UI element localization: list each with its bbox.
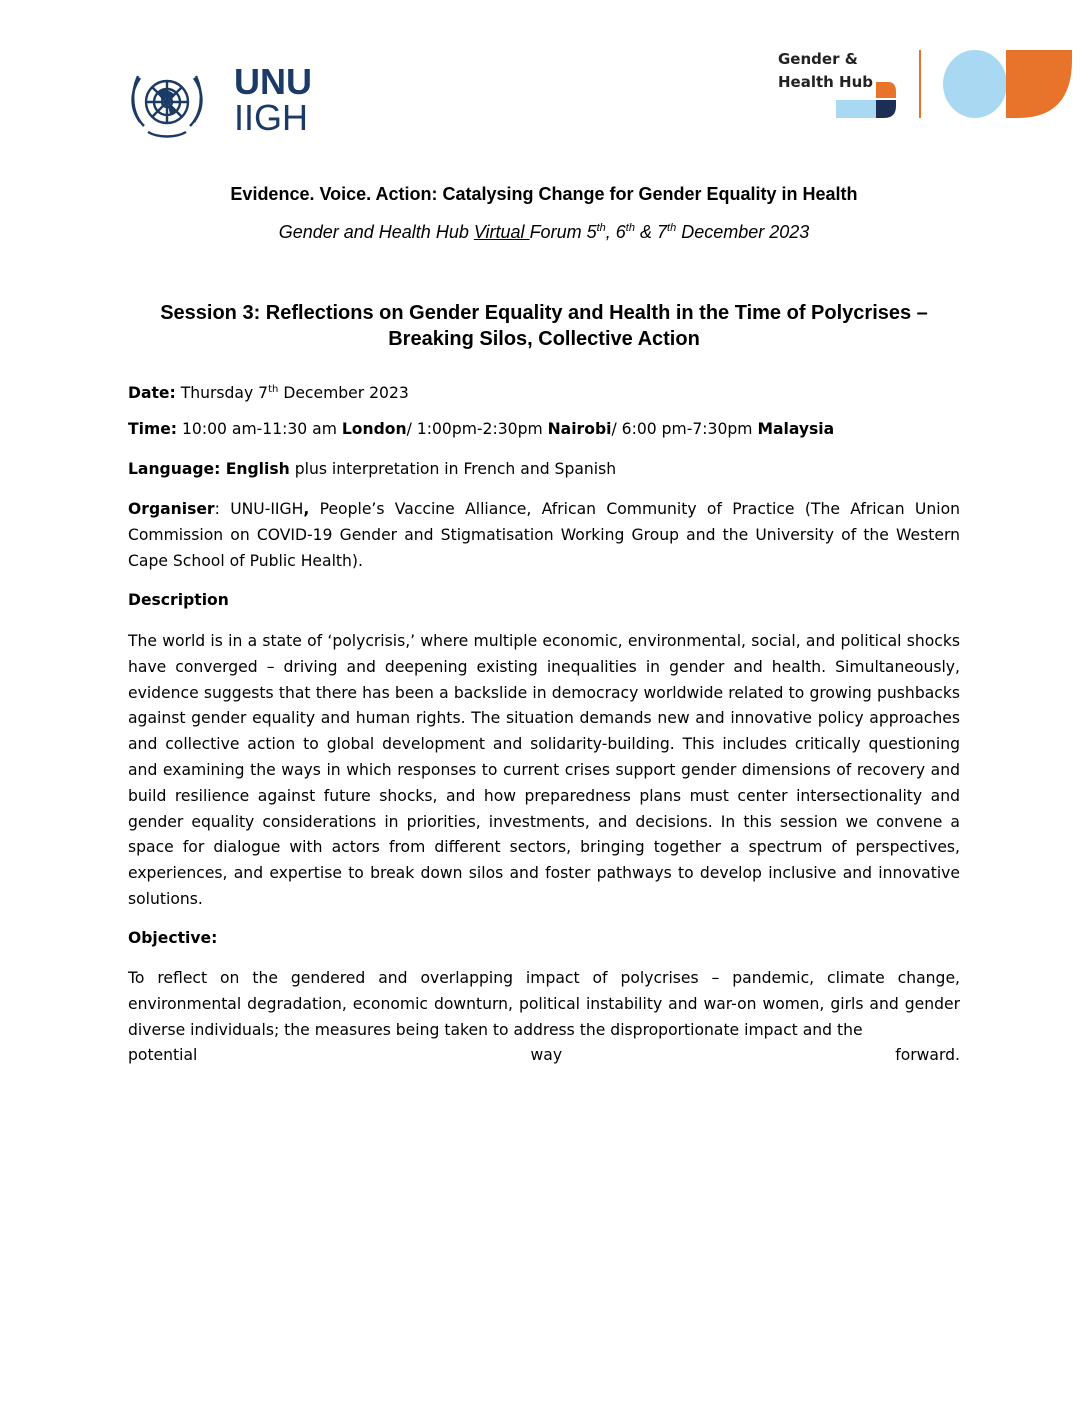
forum-sep-1: , 6 bbox=[605, 222, 626, 242]
objective-word-forward: forward. bbox=[895, 1046, 960, 1065]
hub-mark-icon bbox=[836, 78, 896, 118]
objective-heading bbox=[128, 926, 960, 952]
organiser-b: People’s Vaccine Alliance, African Community of Practice (The African Union Commission on COVID-19 Gender and Stigmatisation Working Group and the University of the Western Cape School of Public Health). bbox=[128, 500, 960, 570]
time-part-2: / 1:00pm-2:30pm bbox=[406, 420, 548, 438]
forum-sep-2: & 7 bbox=[634, 222, 668, 242]
session-title-line1: Session 3: Reflections on Gender Equality and Health in the Time of Polycrises – bbox=[160, 302, 928, 324]
orange-half-circle-icon bbox=[1006, 50, 1072, 118]
language-bold: English bbox=[220, 460, 290, 478]
un-emblem-icon bbox=[126, 62, 208, 142]
hub-divider bbox=[919, 50, 921, 118]
organiser-a: : UNU-IIGH bbox=[214, 500, 304, 518]
forum-subtitle bbox=[0, 222, 1088, 243]
objective-last-line bbox=[128, 1043, 960, 1069]
language-rest: plus interpretation in French and Spanish bbox=[289, 460, 617, 478]
iigh-logo-text: IIGH bbox=[234, 97, 309, 138]
description-heading-text: Description bbox=[128, 591, 229, 609]
unu-logo-text: UNU bbox=[234, 61, 312, 102]
unu-iigh-logo bbox=[126, 62, 326, 144]
session-title-line2: Breaking Silos, Collective Action bbox=[388, 328, 700, 350]
forum-sub-prefix: Gender and Health Hub bbox=[278, 222, 474, 242]
light-blue-circle-icon bbox=[942, 50, 1008, 118]
time-line bbox=[128, 417, 960, 443]
date-pre: Thursday 7 bbox=[175, 384, 269, 403]
time-part-1: 10:00 am-11:30 am bbox=[177, 420, 342, 438]
description-body: The world is in a state of ‘polycrisis,’ where multiple economic, environmental, social, and political shocks have converged – driving and deepening existing inequalities in gender and health. Simultaneously, evidence suggests that there has been a backslide in democracy worldwide related to growing pushbacks against gender equality and human rights. The situation demands new and innovative policy approaches and collective action to global development and solidarity-building. This includes critically questioning and examining the ways in which responses to current crises support gender dimensions of recovery and build resilience against future shocks, and how preparedness plans must center intersectionality and gender equality considerations in priorities, investments, and decisions. In this session we convene a space for dialogue with actors from different sectors, bringing together a spectrum of perspectives, experiences, and expertise to break down silos and foster pathways to develop inclusive and innovative solutions. bbox=[128, 632, 960, 908]
hub-logo-line1: Gender & bbox=[778, 50, 858, 68]
objective-text: To reflect on the gendered and overlapping impact of polycrises – pandemic, climate change, environmental degradation, economic downturn, political instability and war-on women, girls and gender diverse individuals; the measures being taken to address the disproportionate impact and the bbox=[128, 969, 960, 1039]
objective-word-potential: potential bbox=[128, 1046, 198, 1065]
time-city-london: London bbox=[341, 420, 407, 438]
gender-health-hub-logo bbox=[776, 48, 1076, 122]
date-post: December 2023 bbox=[278, 384, 409, 403]
organiser-paragraph bbox=[128, 497, 960, 574]
forum-sub-virtual: Virtual bbox=[473, 222, 530, 242]
objective-body bbox=[128, 966, 960, 1069]
forum-sup-2: th bbox=[625, 222, 635, 234]
language-line bbox=[128, 457, 960, 483]
organiser-comma: , bbox=[303, 500, 310, 518]
session-title bbox=[0, 300, 1088, 352]
forum-sub-forum: Forum 5 bbox=[529, 222, 597, 242]
organiser-label: Organiser bbox=[128, 500, 215, 518]
date-line bbox=[128, 377, 960, 407]
language-label: Language: bbox=[128, 460, 221, 478]
forum-sup-1: th bbox=[596, 222, 606, 234]
hub-logo-line2: Health Hub bbox=[778, 73, 874, 91]
time-city-nairobi: Nairobi bbox=[547, 420, 612, 438]
time-city-malaysia: Malaysia bbox=[757, 420, 835, 438]
description-heading bbox=[128, 588, 960, 614]
time-label: Time: bbox=[128, 420, 178, 438]
forum-sub-end: December 2023 bbox=[676, 222, 810, 242]
objective-word-way: way bbox=[530, 1046, 563, 1065]
forum-sup-3: th bbox=[667, 222, 677, 234]
date-label: Date: bbox=[128, 384, 176, 403]
objective-heading-text: Objective: bbox=[128, 929, 218, 947]
date-sup: th bbox=[268, 384, 279, 395]
time-part-3: / 6:00 pm-7:30pm bbox=[611, 420, 758, 438]
forum-title: Evidence. Voice. Action: Catalysing Change for Gender Equality in Health bbox=[230, 184, 858, 204]
